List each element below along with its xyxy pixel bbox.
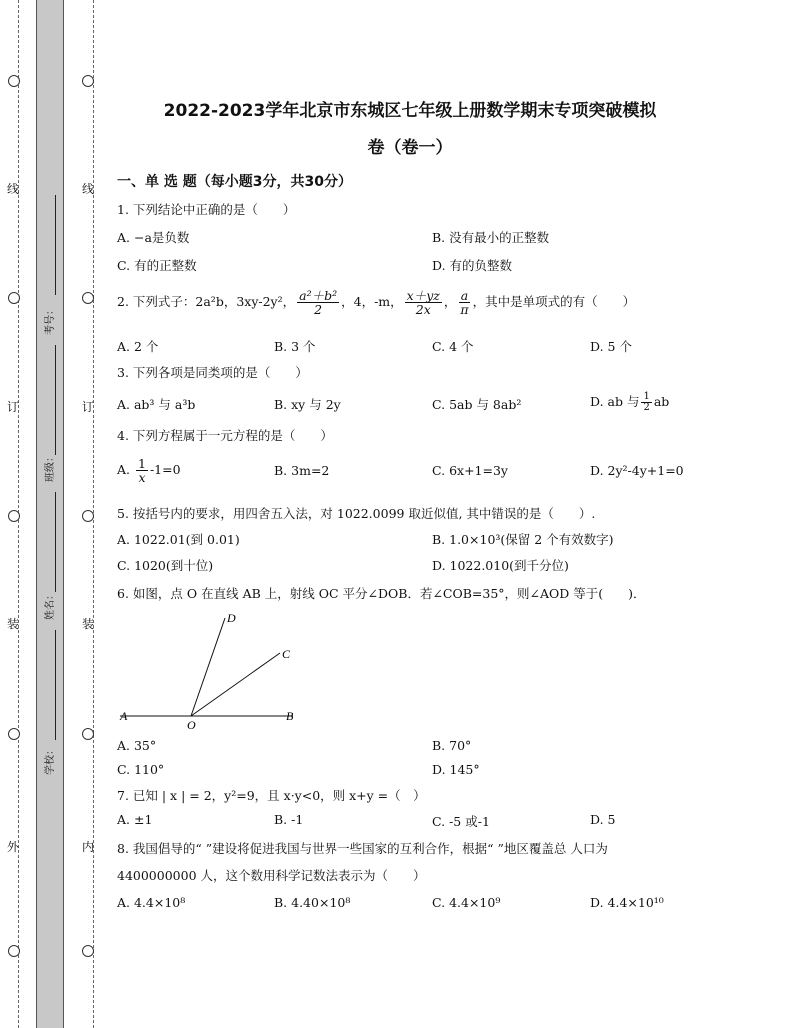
option-d: D. 5 个 — [590, 339, 632, 354]
page-title: 2022-2023学年北京市东城区七年级上册数学期末专项突破模拟 — [163, 101, 657, 121]
option-c: C. 有的正整数 — [117, 258, 197, 273]
option-d: D. 2y²-4y+1=0 — [590, 463, 684, 478]
cut-char: 装 — [7, 617, 20, 631]
option-a: A. 35° — [117, 738, 157, 753]
option-b: B. 3m=2 — [274, 463, 330, 478]
option-a: A. −a是负数 — [117, 230, 190, 245]
binding-hole — [82, 75, 94, 87]
binding-hole — [8, 75, 20, 87]
question-5: 5. 按括号内的要求，用四舍五入法，对 1022.0099 取近似值, 其中错误的是（ ）. — [117, 506, 596, 521]
option-a: A. ±1 — [117, 812, 153, 827]
question-4: 4. 下列方程属于一元方程的是（ ） — [117, 428, 333, 443]
question-2-text: 2. 下列式子：2a²b，3xy-2y²， — [117, 294, 296, 309]
option-b: B. 70° — [432, 738, 472, 753]
option-a: A. 2 个 — [117, 339, 159, 354]
cut-char: 线 — [82, 182, 95, 196]
label-d: D — [227, 611, 236, 625]
fraction: $\frac{1}{x}$ — [138, 455, 146, 485]
fill-line — [55, 492, 56, 592]
cut-char: 装 — [82, 617, 95, 631]
name-label: 姓名： — [45, 590, 56, 620]
cut-char: 订 — [7, 400, 20, 414]
option-b: B. 3 个 — [274, 339, 316, 354]
option-c: C. 1020(到十位) — [117, 558, 214, 573]
question-3: 3. 下列各项是同类项的是（ ） — [117, 365, 308, 380]
option-b: B. -1 — [274, 812, 304, 827]
option-d: D. 145° — [432, 762, 480, 777]
ray-od — [191, 618, 225, 716]
binding-hole — [8, 945, 20, 957]
option-c: C. 5ab 与 8ab² — [432, 397, 522, 412]
exam-number-label: 考号： — [45, 305, 56, 335]
option-d: D. 4.4×10¹⁰ — [590, 895, 664, 910]
question-7: 7. 已知 | x | = 2，y²=9，且 x·y<0，则 x+y =（ ） — [117, 788, 426, 803]
option-b: B. xy 与 2y — [274, 397, 341, 412]
angle-figure — [115, 608, 315, 733]
option-c: C. 110° — [117, 762, 165, 777]
question-1: 1. 下列结论中正确的是（ ） — [117, 202, 296, 217]
ray-oc — [191, 653, 280, 716]
option-c: C. 6x+1=3y — [432, 463, 508, 478]
option-a: A. 4.4×10⁸ — [117, 895, 186, 910]
question-2: 2. 下列式子：2a²b，3xy-2y²， $\frac{\text{a²＋b²}}{2}$ ，4，-m， $\frac{x+yz}{2x}$ ， $\frac{a}{\pi}$ ，其中是单项式的有（ ） — [117, 287, 636, 317]
binding-hole — [82, 728, 94, 740]
option-b: B. 4.40×10⁸ — [274, 895, 351, 910]
option-d: D. 5 — [590, 812, 616, 827]
fill-line — [55, 345, 56, 455]
cut-char: 线 — [7, 182, 20, 196]
question-8-line2: 4400000000 人，这个数用科学记数法表示为（ ） — [117, 868, 426, 883]
option-c: C. -5 或-1 — [432, 814, 490, 829]
label-o: O — [187, 718, 196, 732]
binding-hole — [8, 728, 20, 740]
fraction: $\frac{\text{a²＋b²}}{2}$ — [299, 287, 338, 317]
option-a: A. 1022.01(到 0.01) — [117, 532, 240, 547]
cut-char: 内 — [82, 840, 95, 854]
binding-hole — [8, 292, 20, 304]
question-8: 8. 我国倡导的“ ”建设将促进我国与世界一些国家的互利合作，根据“ ”地区覆盖总 人口为 — [117, 841, 608, 856]
option-a: A. ab³ 与 a³b — [117, 397, 196, 412]
fraction: $\frac{1}{2}$ — [643, 390, 650, 413]
option-d: D. ab 与 $\frac{1}{2}$ ab — [590, 390, 670, 413]
option-c: C. 4.4×10⁹ — [432, 895, 501, 910]
option-d: D. 1022.010(到千分位) — [432, 558, 569, 573]
binding-hole — [82, 510, 94, 522]
binding-hole — [82, 945, 94, 957]
label-a: A — [120, 709, 128, 723]
section-heading: 一、单 选 题（每小题3分，共30分） — [117, 174, 352, 190]
school-label: 学校： — [45, 745, 56, 775]
option-d: D. 有的负整数 — [432, 258, 513, 273]
option-a: A. $\frac{1}{x}$ -1=0 — [117, 455, 181, 485]
cut-char: 订 — [82, 400, 95, 414]
binding-strip — [36, 0, 64, 1028]
fraction: $\frac{x+yz}{2x}$ — [406, 287, 440, 317]
label-c: C — [282, 647, 291, 661]
binding-hole — [8, 510, 20, 522]
cut-char: 外 — [7, 840, 20, 854]
label-b: B — [286, 709, 294, 723]
class-label: 班级： — [45, 452, 56, 482]
option-b: B. 没有最小的正整数 — [432, 230, 550, 245]
question-6: 6. 如图，点 O 在直线 AB 上，射线 OC 平分∠DOB．若∠COB=35°，则∠AOD 等于( )． — [117, 586, 646, 601]
option-b: B. 1.0×10³(保留 2 个有效数字) — [432, 532, 614, 547]
fill-line — [55, 630, 56, 740]
option-c: C. 4 个 — [432, 339, 474, 354]
fraction: $\frac{a}{\pi}$ — [460, 287, 469, 317]
fill-line — [55, 195, 56, 295]
page-title-line2: 卷（卷一） — [367, 138, 453, 158]
binding-hole — [82, 292, 94, 304]
